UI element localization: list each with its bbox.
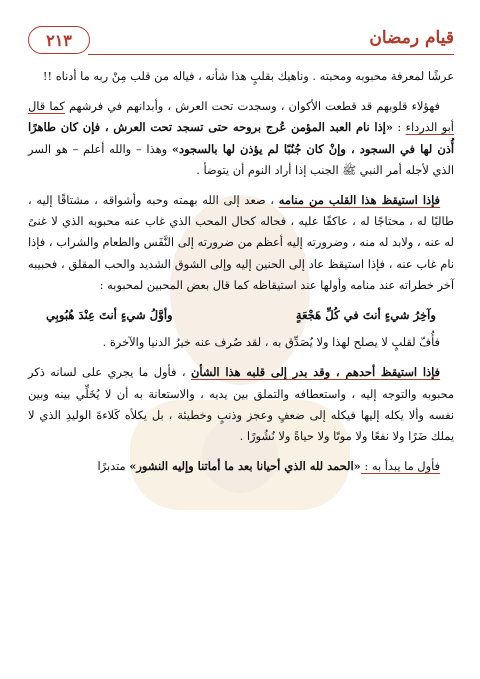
underlined-phrase: فإذا استيقظ أحدهم ، وقد بدر إلى قلبه هذا الشأن	[190, 365, 440, 380]
poem-verse	[28, 305, 454, 326]
underlined-phrase: فأول ما يبدأ به :	[360, 459, 440, 474]
underlined-phrase: كما قال أبو الدرداء	[28, 99, 454, 135]
quotation: «إذا نام العبد المؤمن عُرج بروحه حتى تسجد تحت العرش ، فإن كان طاهرًا أُذن لها في السجود ، وإنْ كان جُنُبًا لم يؤذن لها بالسجود»	[28, 120, 455, 156]
page-body	[28, 66, 454, 486]
paragraph-text: متدبرًا	[97, 459, 130, 474]
header-rule	[88, 54, 454, 55]
page-number-badge: ٢١٣	[28, 26, 90, 54]
paragraph	[28, 456, 454, 477]
poem-left-hemistich: وأوَّلُ شيءٍ أنتَ عِنْدَ هُبُوبِي	[46, 308, 173, 323]
quotation: «الحمد لله الذي أحيانا بعد ما أماتنا وإليه النشور»	[129, 459, 361, 474]
paragraph	[28, 190, 454, 296]
paragraph: عرشًا لمعرفة محبوبه ومحبته . وناهيك بقلبٍ هذا شأنه ، فياله من قلب مِنْ ربه ما أدناه !!	[42, 69, 454, 83]
page-header	[28, 26, 454, 60]
underlined-phrase: فإذا استيقظ هذا القلب من منامه	[278, 193, 440, 208]
poem-right-hemistich: وآخِرُ شيءٍ أنتَ في كُلِّ هَجْعَةٍ	[295, 308, 436, 323]
paragraph-text: :	[392, 120, 406, 135]
paragraph-text: ، فأول ما يجري على لسانه ذكر محبوبه والتوجه إليه ، واستعطافه والتملق بين يديه ، والاستعانة به أن لا يُخَلِّي بينه وبين نفسه وألا يكله إليها فيكله إلى ضعفٍ وعجز وذنبٍ وخطيئة ، بل يكلأه كَلاءةَ الوليدِ الذي لا يملك ضَرًا ولا نفعًا ولا موتًا ولا حياةً ولا نُشُورًا .	[28, 365, 454, 444]
paragraph	[28, 362, 454, 447]
paragraph-text: ، صعد إلى الله بهمته وحبه وأشواقه ، مشتاقًا إليه ، طالبًا له ، محتاجًا له ، عاكفًا عليه ، فحاله كحال المحب الذي غاب عنه محبوبه الذي لا غنىً له عنه ، ولابد له منه ، وضرورته إليه أعظم من ضرورته إلى النَّفَس والطعام والشراب ، فإذا نام غاب عنه ، فإذا استيقظ عاد إلى الحنين إليه وإلى الشوق الشديد والحب المقلق ، فحبيبه آخر خطراته عند منامه وأولها عند استيقاظه كما قال بعض المحبين لمحبوبه :	[28, 193, 454, 292]
paragraph: فأُفّ لقلبٍ لا يصلح لهذا ولا يُصَدِّق به ، لقد صُرف عنه خيرُ الدنيا والآخرة .	[102, 335, 440, 350]
paragraph	[28, 96, 454, 181]
paragraph-text: فهؤلاء قلوبهم قد قطعت الأكوان ، وسجدت تحت العرش ، وأبدانهم في فرشهم	[64, 99, 441, 114]
paragraph-text: وهذا – والله أعلم – هو السر الذي لأجله أمر النبي ﷺ الجنب إذا أراد النوم أن يتوضأ .	[28, 141, 454, 177]
running-title: قيام رمضان	[369, 28, 454, 48]
